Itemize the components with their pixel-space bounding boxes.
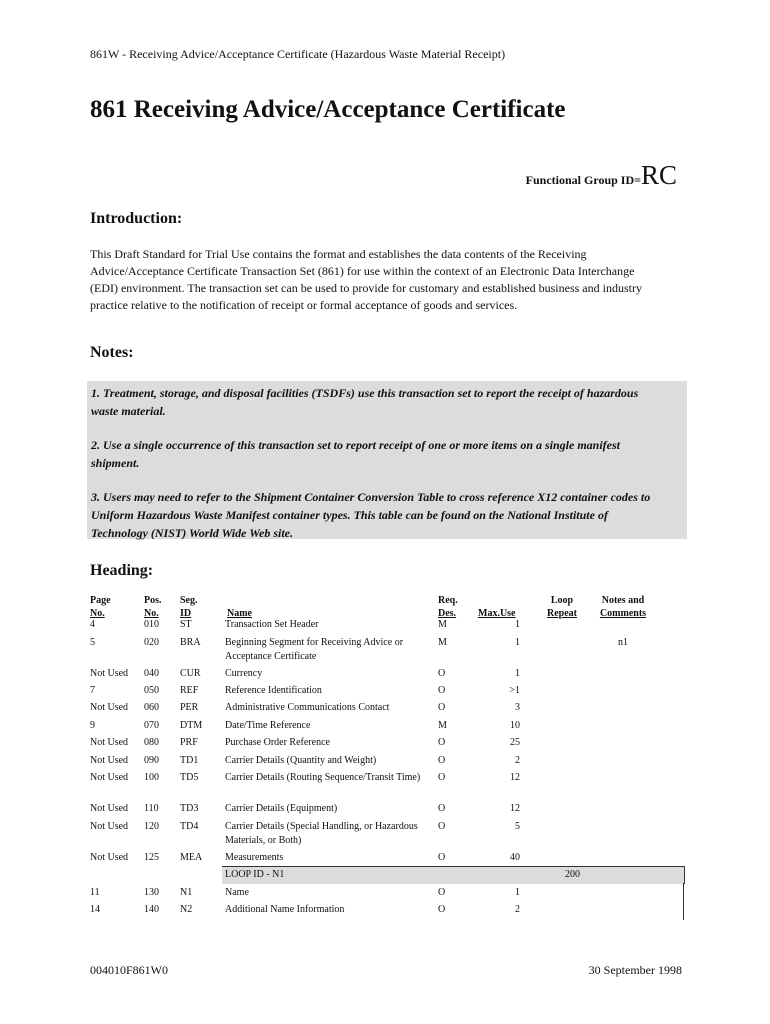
cell-max: 5 bbox=[515, 821, 520, 832]
cell-max: 3 bbox=[515, 702, 520, 713]
cell-seg: N1 bbox=[180, 887, 193, 898]
cell-req: O bbox=[438, 803, 446, 814]
running-header: 861W - Receiving Advice/Acceptance Certificate (Hazardous Waste Material Receipt) bbox=[90, 47, 506, 61]
note-2: 2. Use a single occurrence of this transaction set to report receipt of one or more items on a single manifest shipment. bbox=[91, 438, 620, 470]
cell-name: Name bbox=[225, 887, 249, 898]
cell-max: 1 bbox=[515, 668, 520, 679]
cell-pos: 125 bbox=[144, 852, 159, 863]
cell-name: Purchase Order Reference bbox=[225, 737, 330, 748]
footer-document-id: 004010F861W0 bbox=[90, 963, 168, 977]
cell-name: Measurements bbox=[225, 852, 284, 863]
col-header-notes-line1: Notes and bbox=[601, 595, 645, 606]
cell-name: Carrier Details (Special Handling, or Hazardous Materials, or Both) bbox=[225, 821, 418, 846]
cell-page: Not Used bbox=[90, 737, 129, 748]
col-header-notes bbox=[592, 594, 654, 620]
cell-pos: 020 bbox=[144, 637, 159, 648]
cell-max: 1 bbox=[515, 619, 520, 630]
cell-seg: TD1 bbox=[180, 755, 199, 766]
cell-pos: 010 bbox=[144, 619, 159, 630]
col-header-seg-line1: Seg. bbox=[180, 595, 198, 606]
cell-page: Not Used bbox=[90, 821, 129, 832]
cell-req: O bbox=[438, 887, 446, 898]
cell-name: Beginning Segment for Receiving Advice or Acceptance Certificate bbox=[225, 637, 404, 662]
cell-name: Transaction Set Header bbox=[225, 619, 319, 630]
cell-pos: 100 bbox=[144, 772, 159, 783]
cell-seg: BRA bbox=[180, 637, 201, 648]
cell-seg: TD3 bbox=[180, 803, 199, 814]
cell-pos: 090 bbox=[144, 755, 159, 766]
notes-box bbox=[87, 381, 687, 539]
cell-max: 12 bbox=[510, 803, 520, 814]
loop-id-bar bbox=[222, 866, 685, 884]
cell-max: 2 bbox=[515, 755, 520, 766]
cell-seg: REF bbox=[180, 685, 199, 696]
functional-group-value: RC bbox=[640, 160, 677, 190]
cell-req: O bbox=[438, 852, 446, 863]
cell-pos: 080 bbox=[144, 737, 159, 748]
col-header-page bbox=[90, 594, 111, 620]
cell-name: Carrier Details (Routing Sequence/Transit Time) bbox=[225, 772, 421, 783]
cell-req: O bbox=[438, 904, 446, 915]
cell-seg: PER bbox=[180, 702, 199, 713]
col-header-pos-line1: Pos. bbox=[144, 595, 162, 606]
cell-pos: 060 bbox=[144, 702, 159, 713]
col-header-seg-line2: ID bbox=[180, 608, 192, 619]
cell-page: 4 bbox=[90, 619, 95, 630]
cell-seg: TD5 bbox=[180, 772, 199, 783]
col-header-notes-line2: Comments bbox=[599, 608, 647, 619]
col-header-max-line: Max.Use bbox=[478, 608, 516, 619]
cell-req: O bbox=[438, 685, 446, 696]
cell-max: 10 bbox=[510, 720, 520, 731]
cell-pos: 140 bbox=[144, 904, 159, 915]
cell-req: O bbox=[438, 821, 446, 832]
cell-page: Not Used bbox=[90, 755, 129, 766]
cell-page: 5 bbox=[90, 637, 95, 648]
col-header-req-line1: Req. bbox=[438, 595, 458, 606]
cell-page: 14 bbox=[90, 904, 100, 915]
col-header-page-line2: No. bbox=[90, 608, 105, 619]
cell-max: 1 bbox=[515, 637, 520, 648]
functional-group-label: Functional Group ID= bbox=[525, 173, 641, 187]
cell-seg: TD4 bbox=[180, 821, 199, 832]
footer-date: 30 September 1998 bbox=[588, 963, 682, 977]
col-header-page-line1: Page bbox=[90, 595, 111, 606]
cell-seg: CUR bbox=[180, 668, 201, 679]
col-header-seg bbox=[180, 594, 198, 620]
cell-seg: N2 bbox=[180, 904, 193, 915]
cell-req: O bbox=[438, 772, 446, 783]
cell-pos: 130 bbox=[144, 887, 159, 898]
cell-req: O bbox=[438, 755, 446, 766]
cell-page: 7 bbox=[90, 685, 95, 696]
cell-page: Not Used bbox=[90, 772, 129, 783]
introduction-text: This Draft Standard for Trial Use contains the format and establishes the data contents of the Receiving Advice/Acceptance Certificate Transaction Set (861) for use within the context of an Electronic Data Interchange (EDI) environment. The transaction set can be used to provide for customary and established business and industry practice relative to the notification of receipt or formal acceptance of goods and services. bbox=[90, 247, 642, 312]
cell-page: 9 bbox=[90, 720, 95, 731]
cell-page: Not Used bbox=[90, 702, 129, 713]
cell-max: >1 bbox=[509, 685, 520, 696]
cell-req: O bbox=[438, 702, 446, 713]
cell-pos: 050 bbox=[144, 685, 159, 696]
loop-bracket-line bbox=[683, 883, 684, 920]
cell-req: M bbox=[438, 720, 447, 731]
cell-max: 12 bbox=[510, 772, 520, 783]
cell-page: Not Used bbox=[90, 852, 129, 863]
col-header-req bbox=[438, 594, 458, 620]
cell-max: 1 bbox=[515, 887, 520, 898]
cell-name: Currency bbox=[225, 668, 263, 679]
cell-notes: n1 bbox=[618, 637, 628, 648]
cell-page: Not Used bbox=[90, 803, 129, 814]
cell-max: 40 bbox=[510, 852, 520, 863]
note-1: 1. Treatment, storage, and disposal facilities (TSDFs) use this transaction set to report the receipt of hazardous waste material. bbox=[91, 386, 639, 418]
col-header-pos-line2: No. bbox=[144, 608, 159, 619]
introduction-heading: Introduction: bbox=[90, 210, 183, 227]
col-header-loop-line2: Repeat bbox=[547, 608, 577, 619]
cell-name: Carrier Details (Equipment) bbox=[225, 803, 338, 814]
cell-pos: 040 bbox=[144, 668, 159, 679]
cell-seg: DTM bbox=[180, 720, 203, 731]
col-header-loop bbox=[540, 594, 584, 620]
document-title: 861 Receiving Advice/Acceptance Certificate bbox=[90, 96, 566, 123]
cell-page: Not Used bbox=[90, 668, 129, 679]
cell-req: M bbox=[438, 619, 447, 630]
cell-name: Administrative Communications Contact bbox=[225, 702, 390, 713]
cell-name: Reference Identification bbox=[225, 685, 322, 696]
col-header-req-line2: Des. bbox=[438, 608, 457, 619]
cell-name: Date/Time Reference bbox=[225, 720, 311, 731]
cell-req: O bbox=[438, 737, 446, 748]
cell-pos: 110 bbox=[144, 803, 159, 814]
loop-id-label: LOOP ID - N1 bbox=[225, 869, 285, 880]
col-header-pos bbox=[144, 594, 162, 620]
cell-req: O bbox=[438, 668, 446, 679]
col-header-loop-line1: Loop bbox=[550, 595, 574, 606]
cell-max: 2 bbox=[515, 904, 520, 915]
cell-max: 25 bbox=[510, 737, 520, 748]
heading-section-title: Heading: bbox=[90, 562, 154, 579]
cell-req: M bbox=[438, 637, 447, 648]
cell-name: Additional Name Information bbox=[225, 904, 345, 915]
col-header-name-line: Name bbox=[227, 608, 252, 619]
cell-page: 11 bbox=[90, 887, 100, 898]
cell-seg: ST bbox=[180, 619, 192, 630]
cell-pos: 070 bbox=[144, 720, 159, 731]
cell-seg: PRF bbox=[180, 737, 198, 748]
notes-heading: Notes: bbox=[90, 344, 134, 361]
cell-pos: 120 bbox=[144, 821, 159, 832]
cell-name: Carrier Details (Quantity and Weight) bbox=[225, 755, 377, 766]
cell-seg: MEA bbox=[180, 852, 203, 863]
functional-group-id bbox=[526, 160, 677, 191]
loop-repeat-value: 200 bbox=[565, 869, 580, 880]
note-3: 3. Users may need to refer to the Shipment Container Conversion Table to cross reference X12 container codes to Uniform Hazardous Waste Manifest container types. This table can be found on the National Institute of Technology (NIST) World Wide Web site. bbox=[91, 490, 651, 540]
